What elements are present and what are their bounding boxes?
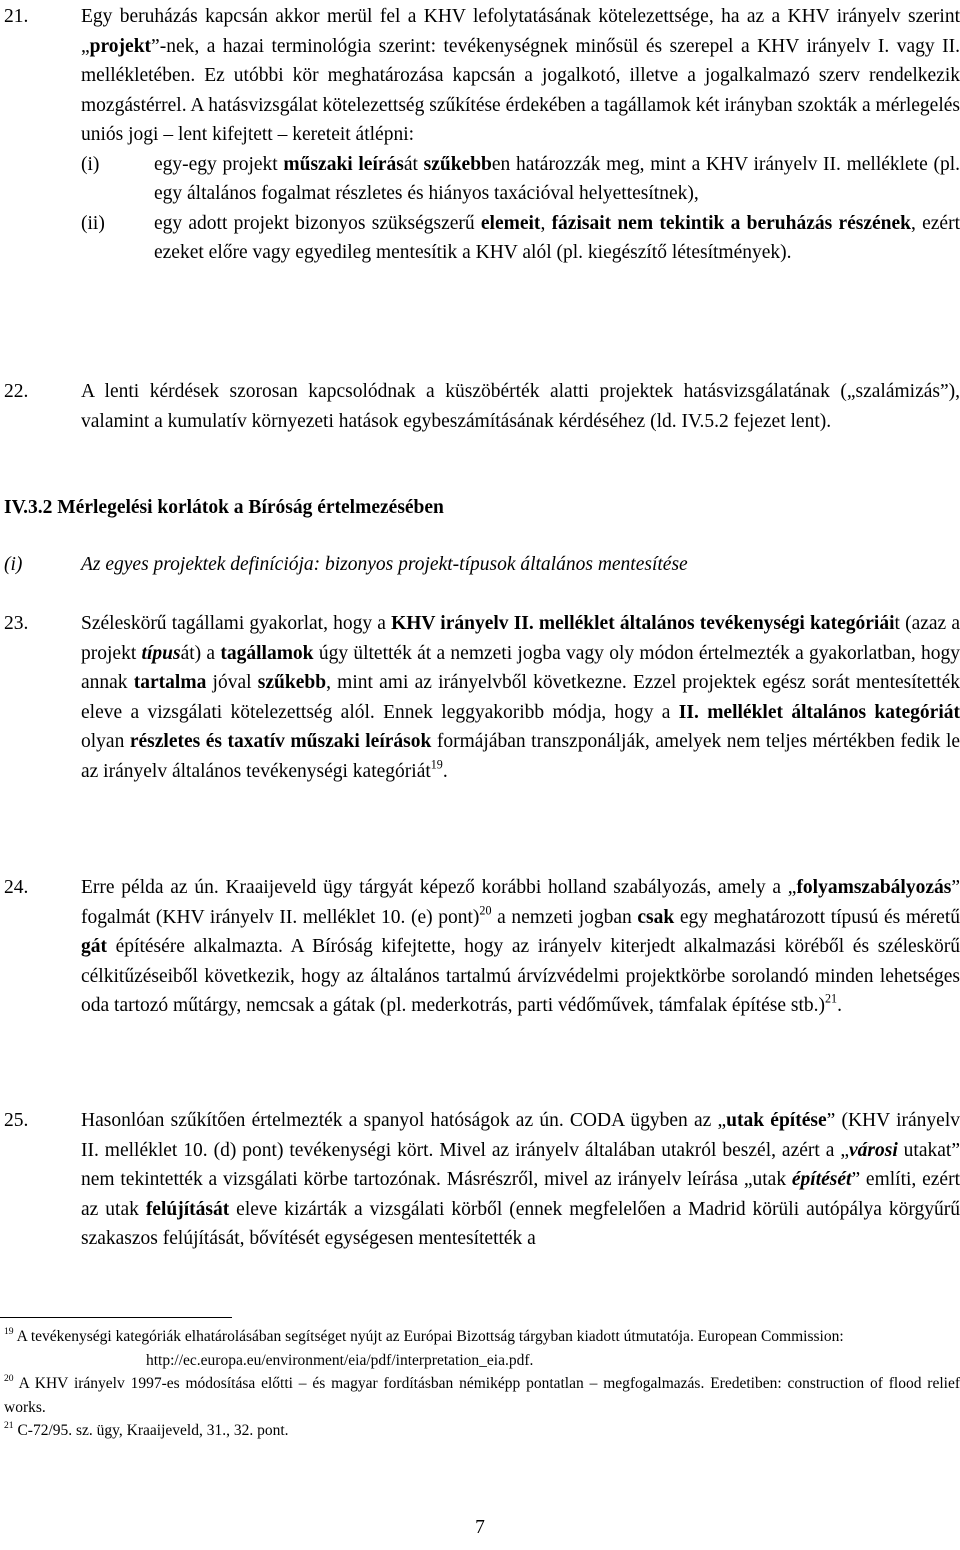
- text-run: a nemzeti jogban: [491, 906, 638, 928]
- paragraph-number: 25.: [4, 1110, 29, 1131]
- paragraph-body: [81, 873, 960, 1021]
- footnote-20: [4, 1372, 960, 1419]
- bold-term: fázisait nem tekintik a beruházás részének: [551, 212, 911, 234]
- paragraph-text: [81, 873, 960, 1021]
- text-run: át: [403, 153, 424, 175]
- list-item: [81, 209, 960, 268]
- bold-term: szűkebb: [257, 672, 327, 693]
- bold-term: elemeit: [480, 212, 541, 234]
- paragraph-body: [81, 2, 960, 268]
- footnote-text: A KHV irányelv 1997-es módosítása előtti – és magyar fordításban némiképp pontatlan – megfogalmazás. Eredetiben: construction of flood relief works.: [4, 1375, 960, 1416]
- paragraph-24: [0, 873, 960, 1021]
- section-heading: IV.3.2 Mérlegelési korlátok a Bíróság értelmezésében: [4, 497, 444, 518]
- footnote-text: C-72/95. sz. ügy, Kraaijeveld, 31., 32. pont.: [13, 1422, 289, 1440]
- paragraph-text: [81, 1106, 960, 1254]
- footnote-reference[interactable]: 19: [430, 756, 443, 771]
- text-run: t (azaz a projekt: [81, 613, 960, 664]
- footnote-reference[interactable]: 21: [825, 991, 838, 1006]
- footnote-reference[interactable]: 20: [479, 902, 492, 917]
- bold-term: utak építése: [726, 1110, 827, 1131]
- text-run: ,: [540, 212, 552, 234]
- bold-term: tartalma: [133, 672, 207, 693]
- paragraph-number: 22.: [4, 381, 29, 402]
- footnote-19: [4, 1325, 960, 1349]
- footnote-number: 21: [4, 1420, 14, 1432]
- enumerated-list: [81, 150, 960, 268]
- text-run: utakat” nem tekintették a vizsgálati körbe tartozónak. Másrészről, mivel az irányelv leírása „utak: [81, 1139, 960, 1190]
- text-run: jóval: [206, 672, 258, 693]
- text-run: .: [837, 995, 842, 1016]
- text-run: formájában transzponálják, amelyek nem teljes mértékben fedik le az irányelv általános tevékenységi kategóriát: [81, 731, 960, 782]
- subsection-number: (i): [4, 554, 23, 575]
- bold-term: KHV irányelv II. melléklet általános tevékenységi kategóriái: [391, 613, 895, 634]
- paragraph-body: [81, 377, 960, 436]
- list-item: [81, 150, 960, 209]
- footnote-21: [4, 1419, 960, 1443]
- text-run: Erre példa az ún. Kraaijeveld ügy tárgyát képező korábbi holland szabályozás, amely a „: [81, 877, 797, 898]
- bold-term: gát: [81, 936, 107, 957]
- text-run: egy meghatározott típusú és méretű: [674, 906, 960, 928]
- text-run: egy-egy projekt: [154, 153, 284, 175]
- text-run: úgy ültették át a nemzeti jogba vagy oly módon értelmezték a gyakorlatban, hogy annak: [81, 642, 960, 693]
- text-run: en határozzák meg, mint a KHV irányelv II. melléklete (pl. egy általános fogalmat részletes és hiányos taxációval helyettesítnek),: [154, 153, 960, 204]
- paragraph-text: [81, 2, 960, 150]
- footnotes: [4, 1325, 960, 1443]
- text-run: eleve kizárták a vizsgálati körből (ennek megfelelően a Madrid körüli autópálya körgyűrű szakaszos felújítását, bővítését egységesen mentesítették a: [81, 1198, 960, 1249]
- paragraph-23: [0, 609, 960, 786]
- text-run: át) a: [180, 642, 221, 664]
- footnote-separator: [0, 1317, 232, 1318]
- bold-term: tagállamok: [220, 642, 314, 664]
- bold-term: felújítását: [145, 1198, 230, 1220]
- bold-term: szűkebb: [423, 153, 492, 175]
- paragraph-number: 21.: [4, 6, 29, 27]
- paragraph-21: [0, 2, 960, 268]
- bold-term: csak: [637, 906, 675, 928]
- list-marker: (i): [81, 153, 100, 175]
- text-run: , ezért ezeket előre vagy egyedileg mentesítik a KHV alól (pl. kiegészítő létesítmények).: [154, 212, 960, 263]
- paragraph-text: [81, 609, 960, 786]
- bold-term: folyamszabályozás: [796, 877, 952, 898]
- text-run: olyan: [81, 731, 130, 752]
- page-number: 7: [475, 1517, 485, 1538]
- text-run: .: [442, 760, 448, 782]
- text-run: Széleskörű tagállami gyakorlat, hogy a: [81, 613, 392, 634]
- list-marker: (ii): [81, 212, 105, 234]
- text-run: , mint ami az irányelvből következne. Ezzel projektek egész sorát mentesítették eleve a vizsgálati kötelezettség alól. Ennek leggyakoribb módja, hogy a: [81, 672, 960, 723]
- bold-term: részletes és taxatív műszaki leírások: [129, 731, 432, 752]
- paragraph-number: 23.: [4, 613, 29, 634]
- footnote-19-link[interactable]: http://ec.europa.eu/environment/eia/pdf/interpretation_eia.pdf.: [146, 1351, 534, 1369]
- text-run: ” fogalmát (KHV irányelv II. melléklet 10. (e) pont): [81, 877, 960, 928]
- paragraph-25: [0, 1106, 960, 1254]
- bold-italic-term: városi: [849, 1139, 898, 1161]
- text-run: ” (KHV irányelv II. melléklet 10. (d) pont) tevékenységi kört. Mivel az irányelv általában utakról beszél, azért a „: [81, 1110, 960, 1161]
- footnote-number: 20: [4, 1373, 14, 1385]
- subsection-title: Az egyes projektek definíciója: bizonyos projekt-típusok általános mentesítése: [81, 554, 688, 575]
- text-run: Hasonlóan szűkítően értelmezték a spanyol hatóságok az ún. CODA ügyben az „: [81, 1110, 727, 1131]
- footnote-text: A tevékenységi kategóriák elhatárolásában segítséget nyújt az Európai Bizottság tárgyban kiadott útmutatója. European Commission:: [13, 1328, 844, 1345]
- text-run: ” említi, ezért az utak: [81, 1169, 960, 1220]
- paragraph-body: [81, 609, 960, 786]
- paragraph-body: [81, 1106, 960, 1254]
- paragraph-text: A lenti kérdések szorosan kapcsolódnak a küszöbérték alatti projektek hatásvizsgálatának („szalámizás”), valamint a kumulatív környezeti hatások egybeszámításának kérdéséhez (ld. IV.5.2 fejezet lent).: [81, 381, 960, 432]
- bold-term: műszaki leírás: [283, 153, 404, 175]
- text-run: egy adott projekt bizonyos szükségszerű: [154, 212, 481, 234]
- text-run: ”-nek, a hazai terminológia szerint: tevékenységnek minősül és szerepel a KHV irányelv I. vagy II. mellékletében. Ez utóbbi kör meghatározása kapcsán a jogalkotó, illetve a jogalkalmazó szerv rendelkezik mozgástérrel. A hatásvizsgálat kötelezettség szűkítése érdekében a tagállamok két irányban szokták a mérlegelés uniós jogi – lent kifejtett – kereteit átlépni:: [81, 35, 960, 145]
- text-run: Egy beruházás kapcsán akkor merül fel a KHV lefolytatásának kötelezettsége, ha az a KHV irányelv szerint „: [81, 6, 960, 57]
- bold-italic-term: típus: [141, 642, 181, 664]
- text-run: építésére alkalmazta. A Bíróság kifejtette, hogy az irányelv kiterjedt alkalmazási köréből és széleskörű célkitűzéseiből következik, hogy az általános tartalmú árvízvédelmi projektkörbe sorolandó minden lehetséges oda tartozó műtárgy, nemcsak a gátak (pl. mederkotrás, parti védőművek, támfalak építése stb.): [81, 936, 960, 1016]
- bold-italic-term: építését: [791, 1169, 852, 1190]
- paragraph-number: 24.: [4, 877, 29, 898]
- bold-term: projekt: [89, 35, 152, 57]
- paragraph-22: [0, 377, 960, 436]
- bold-term: II. melléklet általános kategóriát: [678, 701, 960, 723]
- footnote-number: 19: [4, 1326, 14, 1338]
